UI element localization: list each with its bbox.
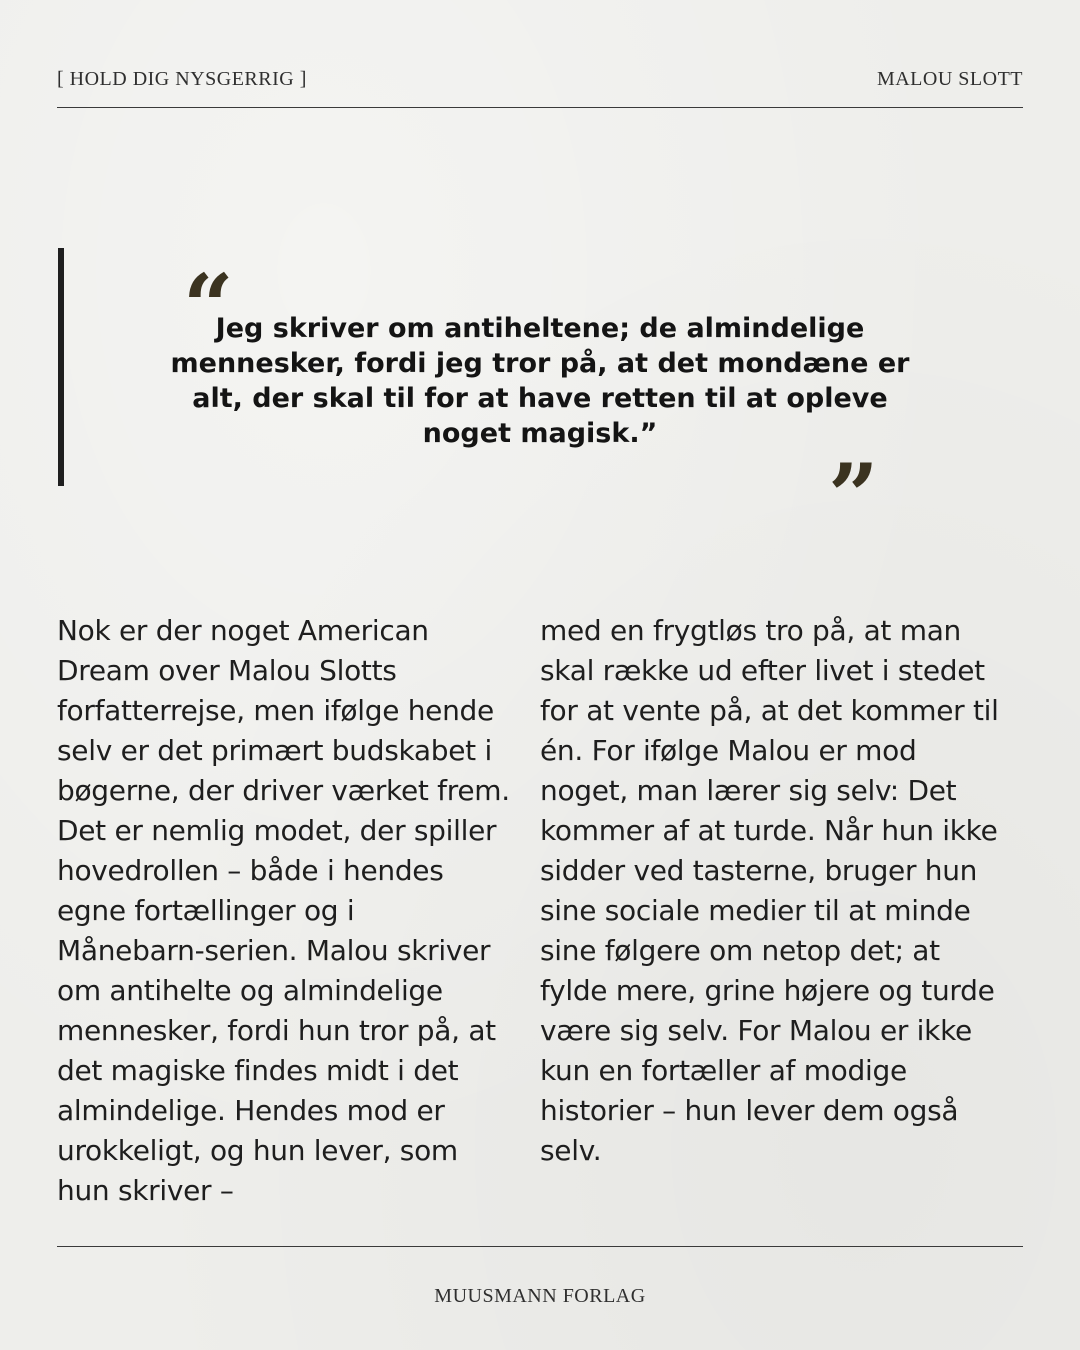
body-text-line: med en frygtløs tro på, at man bbox=[540, 614, 961, 647]
body-text-line: kommer af at turde. Når hun ikke bbox=[540, 814, 998, 847]
pull-quote: Jeg skriver om antiheltene; de almindelige mennesker, fordi jeg tror på, at det mondæne er alt, der skal til for at have retten til at opleve noget magisk.” bbox=[170, 313, 910, 449]
publisher-name: MUUSMANN FORLAG bbox=[434, 1285, 646, 1307]
body-text-line: egne fortællinger og i bbox=[57, 894, 355, 927]
body-text-line: Det er nemlig modet, der spiller bbox=[57, 814, 497, 847]
body-text-line: historier – hun lever dem også bbox=[540, 1094, 959, 1127]
body-text-line: hovedrollen – både i hendes bbox=[57, 854, 444, 887]
close-quote-icon: ” bbox=[828, 444, 879, 548]
body-text-line: være sig selv. For Malou er ikke bbox=[540, 1014, 972, 1047]
body-text-line: Månebarn-serien. Malou skriver bbox=[57, 934, 491, 967]
body-text-line: urokkeligt, og hun lever, som bbox=[57, 1134, 458, 1167]
header-divider bbox=[57, 107, 1023, 108]
body-text-line: almindelige. Hendes mod er bbox=[57, 1094, 445, 1127]
quote-accent-bar bbox=[58, 248, 64, 486]
body-column-right bbox=[540, 611, 1020, 1171]
body-text-line: Dream over Malou Slotts bbox=[57, 654, 397, 687]
body-text-line: bøgerne, der driver værket frem. bbox=[57, 774, 510, 807]
series-label: [ HOLD DIG NYSGERRIG ] bbox=[57, 68, 307, 90]
body-text-line: sine sociale medier til at minde bbox=[540, 894, 971, 927]
body-text-line: hun skriver – bbox=[57, 1174, 234, 1207]
author-name: MALOU SLOTT bbox=[876, 68, 1023, 90]
body-text-line: for at vente på, at det kommer til bbox=[540, 694, 999, 727]
body-text-line: noget, man lærer sig selv: Det bbox=[540, 774, 957, 807]
body-text-line: kun en fortæller af modige bbox=[540, 1054, 907, 1087]
body-text-line: skal række ud efter livet i stedet bbox=[540, 654, 985, 687]
body-text-line: om antihelte og almindelige bbox=[57, 974, 443, 1007]
body-text-line: én. For ifølge Malou er mod bbox=[540, 734, 917, 767]
body-text-line: forfatterrejse, men ifølge hende bbox=[57, 694, 494, 727]
body-text-line: selv. bbox=[540, 1134, 602, 1167]
open-quote-icon: “ bbox=[183, 254, 234, 358]
body-text-line: mennesker, fordi hun tror på, at bbox=[57, 1014, 496, 1047]
body-text-line: sidder ved tasterne, bruger hun bbox=[540, 854, 978, 887]
body-text-line: selv er det primært budskabet i bbox=[57, 734, 492, 767]
body-column-left bbox=[57, 611, 527, 1211]
body-text-line: fylde mere, grine højere og turde bbox=[540, 974, 995, 1007]
body-text-line: Nok er der noget American bbox=[57, 614, 429, 647]
body-text-line: sine følgere om netop det; at bbox=[540, 934, 940, 967]
body-text-line: det magiske findes midt i det bbox=[57, 1054, 459, 1087]
footer-divider bbox=[57, 1246, 1023, 1247]
